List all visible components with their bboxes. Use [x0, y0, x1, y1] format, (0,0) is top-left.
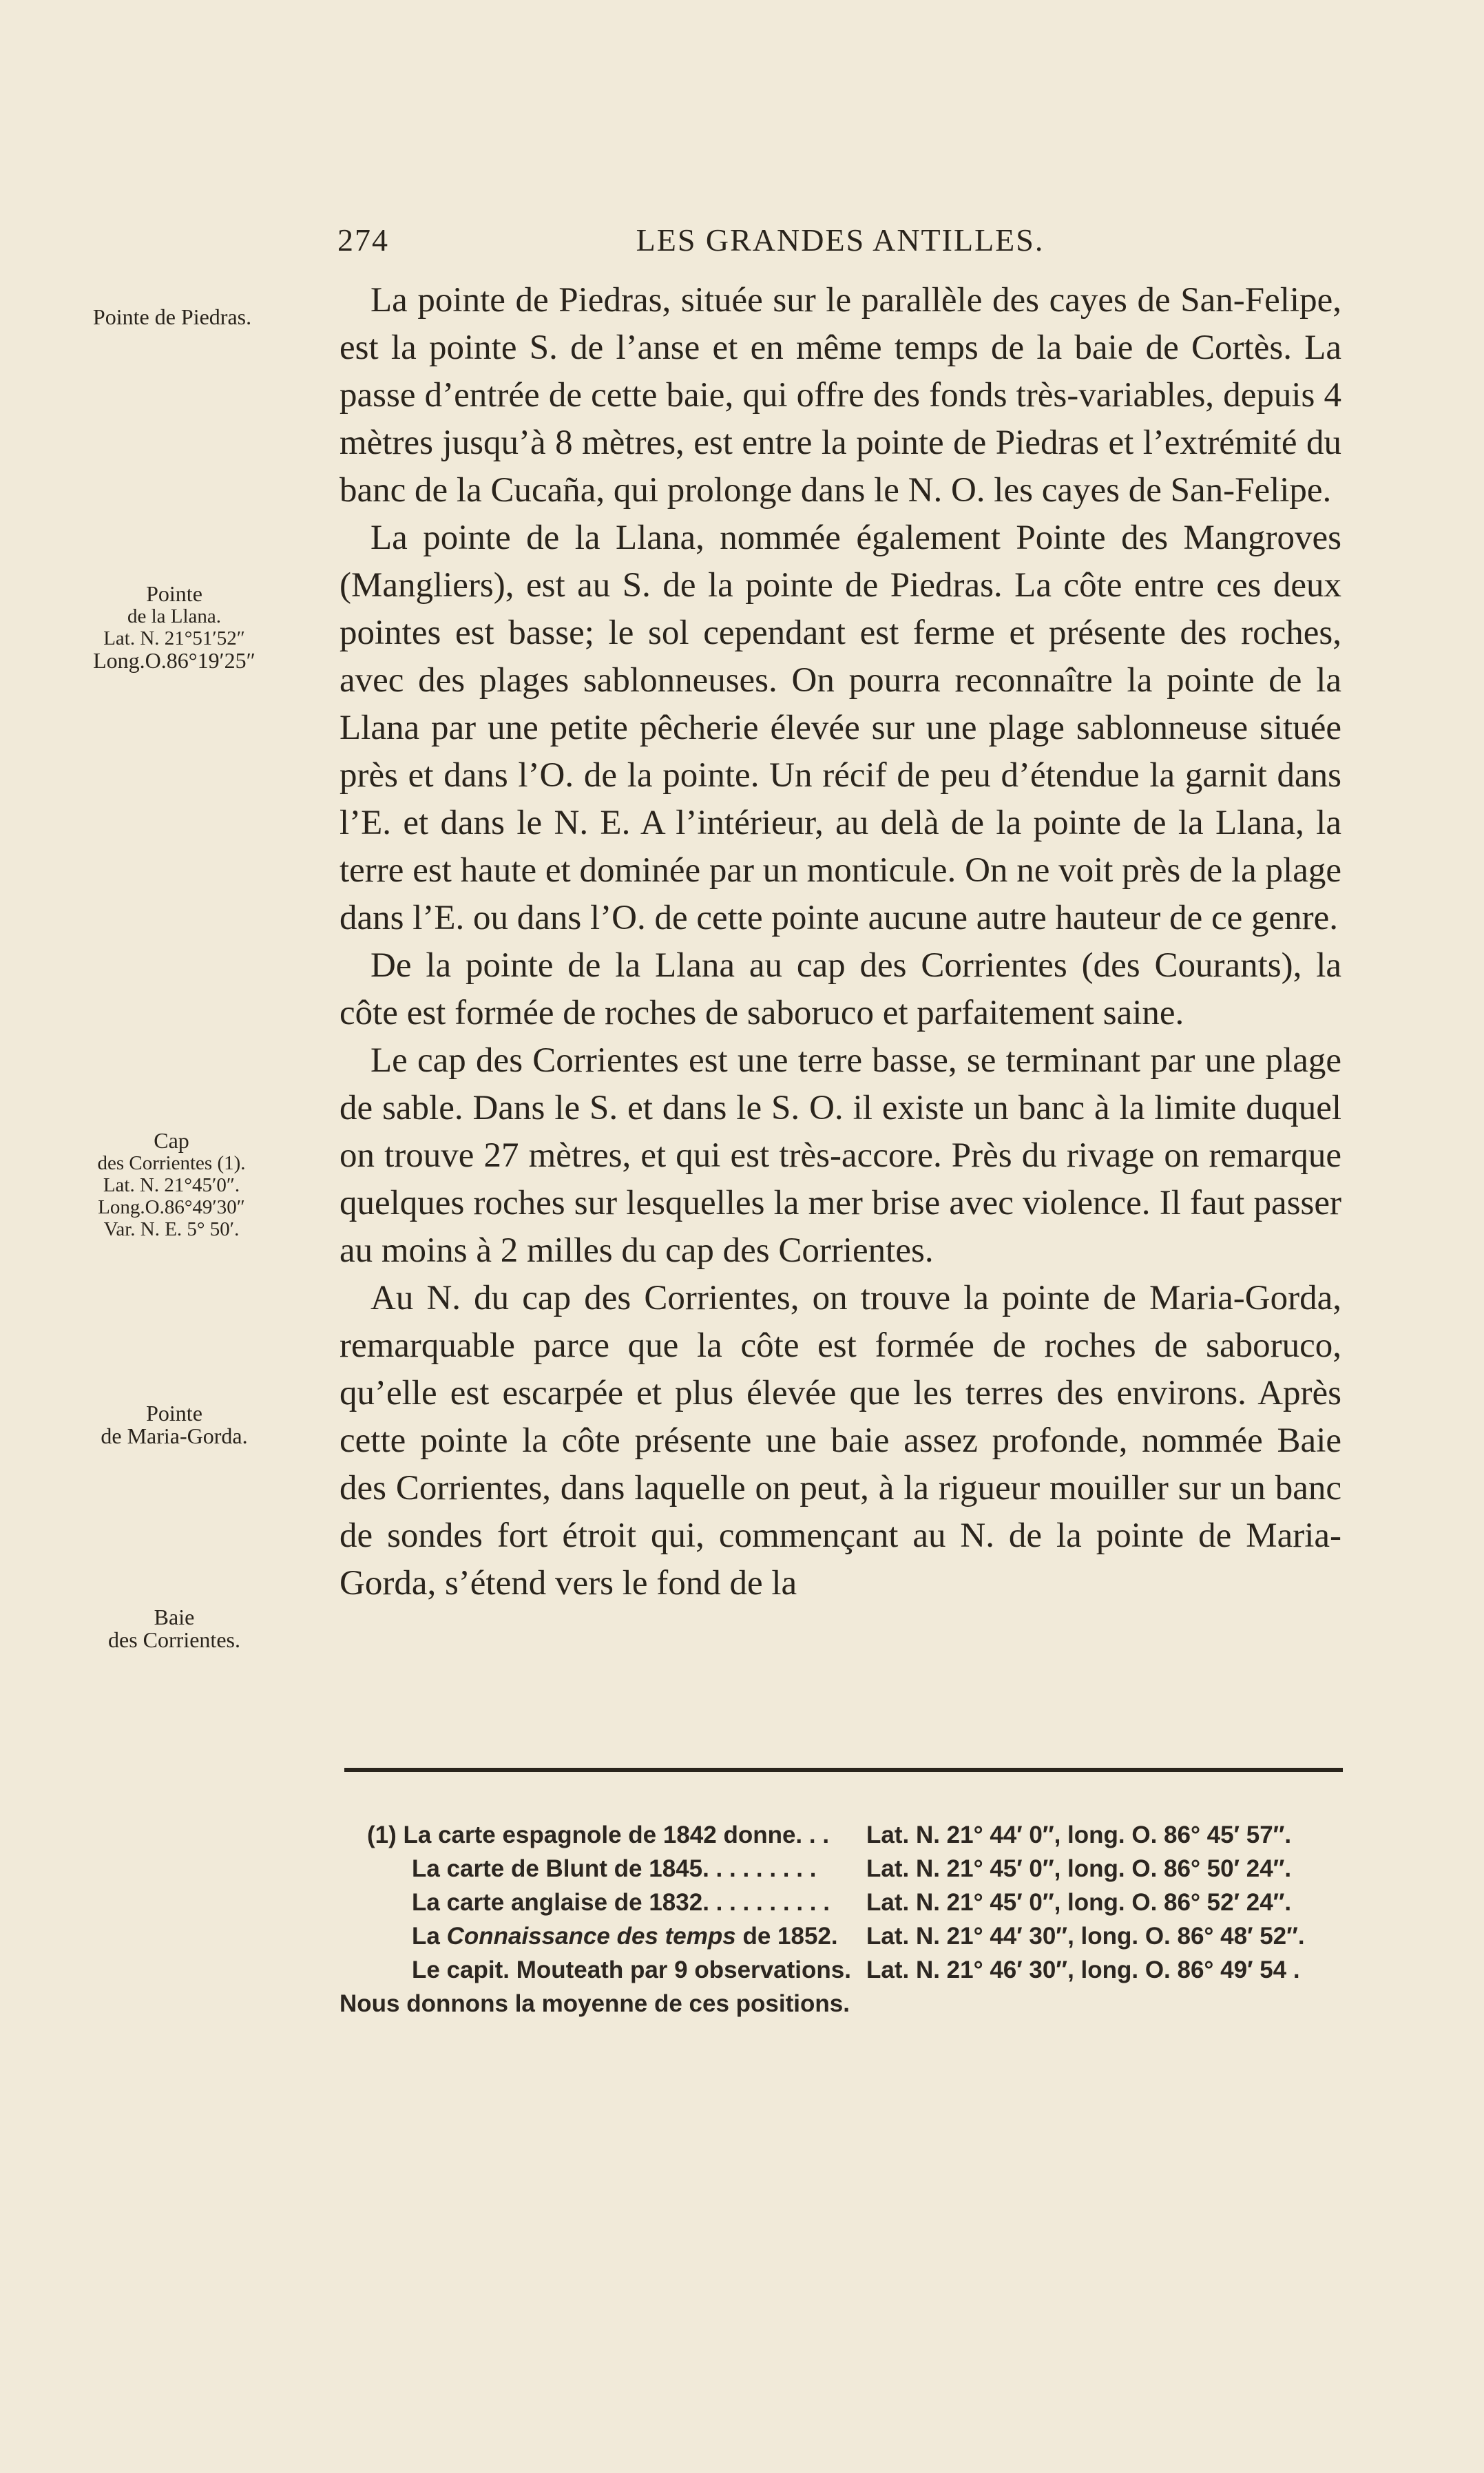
margin-line: des Corrientes.	[108, 1627, 240, 1652]
footnote-source-title: Connaissance des temps	[446, 1923, 736, 1950]
footnote-source	[339, 1919, 866, 1953]
margin-note-baie-des-corrientes	[36, 1606, 312, 1651]
footnote-source: La carte de Blunt de 1845. . . . . . . . .	[412, 1855, 817, 1882]
footnote-source-post: de 1852.	[735, 1923, 838, 1950]
footnote-conclusion: Nous donnons la moyenne de ces positions.	[339, 1990, 850, 2017]
footnote-row	[339, 1953, 1345, 1987]
margin-line: Var. N. E. 5° 50′.	[103, 1218, 240, 1240]
page-number: 274	[337, 222, 389, 258]
margin-line: des Corrientes (1).	[97, 1152, 246, 1174]
margin-line: Long.O.86°19′25″	[93, 648, 255, 673]
footnote-source: La carte anglaise de 1832. . . . . . . . . .	[412, 1889, 830, 1916]
margin-line: Pointe de Piedras.	[92, 304, 252, 329]
paragraph: De la pointe de la Llana au cap des Corrientes (des Courants), la côte est formée de roches de saboruco et parfaitement saine.	[339, 946, 1341, 1032]
footnote-position: Lat. N. 21° 44′ 30″, long. O. 86° 48′ 52″.	[866, 1923, 1305, 1950]
footnote-position: Lat. N. 21° 44′ 0″, long. O. 86° 45′ 57″.	[866, 1822, 1292, 1848]
margin-note-pointe-de-maria-gorda	[36, 1402, 312, 1448]
margin-line: de la Llana.	[127, 605, 222, 627]
running-header	[337, 222, 1343, 263]
margin-line: Cap	[154, 1128, 189, 1153]
margin-line: Baie	[154, 1605, 195, 1629]
margin-note-pointe-de-la-llana	[36, 583, 312, 672]
footnote-row	[339, 1818, 1345, 1852]
footnote-row	[339, 1852, 1345, 1886]
margin-line: Pointe	[146, 1401, 202, 1426]
margin-note-cap-des-corrientes	[34, 1129, 309, 1240]
margin-line: Lat. N. 21°45′0″.	[103, 1174, 240, 1196]
margin-line: Lat. N. 21°51′52″	[103, 627, 245, 649]
footnote-row	[339, 1919, 1345, 1953]
footnote-source-pre: La	[412, 1923, 447, 1950]
footnote-source: Le capit. Mouteath par 9 observations.	[412, 1957, 851, 1983]
footnote	[339, 1818, 1345, 2021]
margin-line: Pointe	[146, 581, 202, 606]
main-text	[339, 277, 1341, 1607]
margin-note-pointe-de-piedras	[34, 306, 310, 328]
footnote-source: (1) La carte espagnole de 1842 donne. . .	[367, 1822, 830, 1848]
footnote-row	[339, 1886, 1345, 1919]
running-title: LES GRANDES ANTILLES.	[636, 222, 1045, 258]
paragraph: La pointe de Piedras, située sur le parallèle des cayes de San-Felipe, est la pointe S. de l’anse et en même temps de la baie de Cortès. La passe d’entrée de cette baie, qui offre des fonds très-variables, depuis 4 mètres jusqu’à 8 mètres, est entre la pointe de Piedras et l’extrémité du banc de la Cucaña, qui prolonge dans le N. O. les cayes de San-Felipe.	[339, 281, 1341, 510]
paragraph: Au N. du cap des Corrientes, on trouve la pointe de Maria-Gorda, remarquable parce que la côte est formée de roches de saboruco, qu’elle est escarpée et plus élevée que les terres des environs. Après cette pointe la côte présente une baie assez profonde, nommée Baie des Corrientes, dans laquelle on peut, à la rigueur mouiller sur un banc de sondes fort étroit qui, commençant au N. de la pointe de Maria-Gorda, s’étend vers le fond de la	[339, 1279, 1341, 1603]
margin-line: Long.O.86°49′30″	[98, 1196, 245, 1218]
footnote-position: Lat. N. 21° 46′ 30″, long. O. 86° 49′ 54 .	[866, 1957, 1300, 1983]
footnote-position: Lat. N. 21° 45′ 0″, long. O. 86° 52′ 24″.	[866, 1889, 1292, 1916]
margin-line: de Maria-Gorda.	[101, 1423, 248, 1448]
paragraph: La pointe de la Llana, nommée également Pointe des Mangroves (Mangliers), est au S. de la pointe de Piedras. La côte entre ces deux pointes est basse; le sol cependant est ferme et présente des roches, avec des plages sablonneuses. On pourra reconnaître la pointe de la Llana par une petite pêcherie élevée sur une plage sablonneuse située près et dans l’O. de la pointe. Un récif de peu d’étendue la garnit dans l’E. et dans le N. E. A l’intérieur, au delà de la pointe de la Llana, la terre est haute et dominée par un monticule. On ne voit près de la plage dans l’E. ou dans l’O. de cette pointe aucune autre hauteur de ce genre.	[339, 519, 1341, 937]
footnote-position: Lat. N. 21° 45′ 0″, long. O. 86° 50′ 24″.	[866, 1855, 1292, 1882]
paragraph: Le cap des Corrientes est une terre basse, se terminant par une plage de sable. Dans le S. et dans le S. O. il existe un banc à la limite duquel on trouve 27 mètres, et qui est très-accore. Près du rivage on remarque quelques roches sur lesquelles la mer brise avec violence. Il faut passer au moins à 2 milles du cap des Corrientes.	[339, 1041, 1341, 1270]
footnote-divider	[344, 1768, 1343, 1772]
